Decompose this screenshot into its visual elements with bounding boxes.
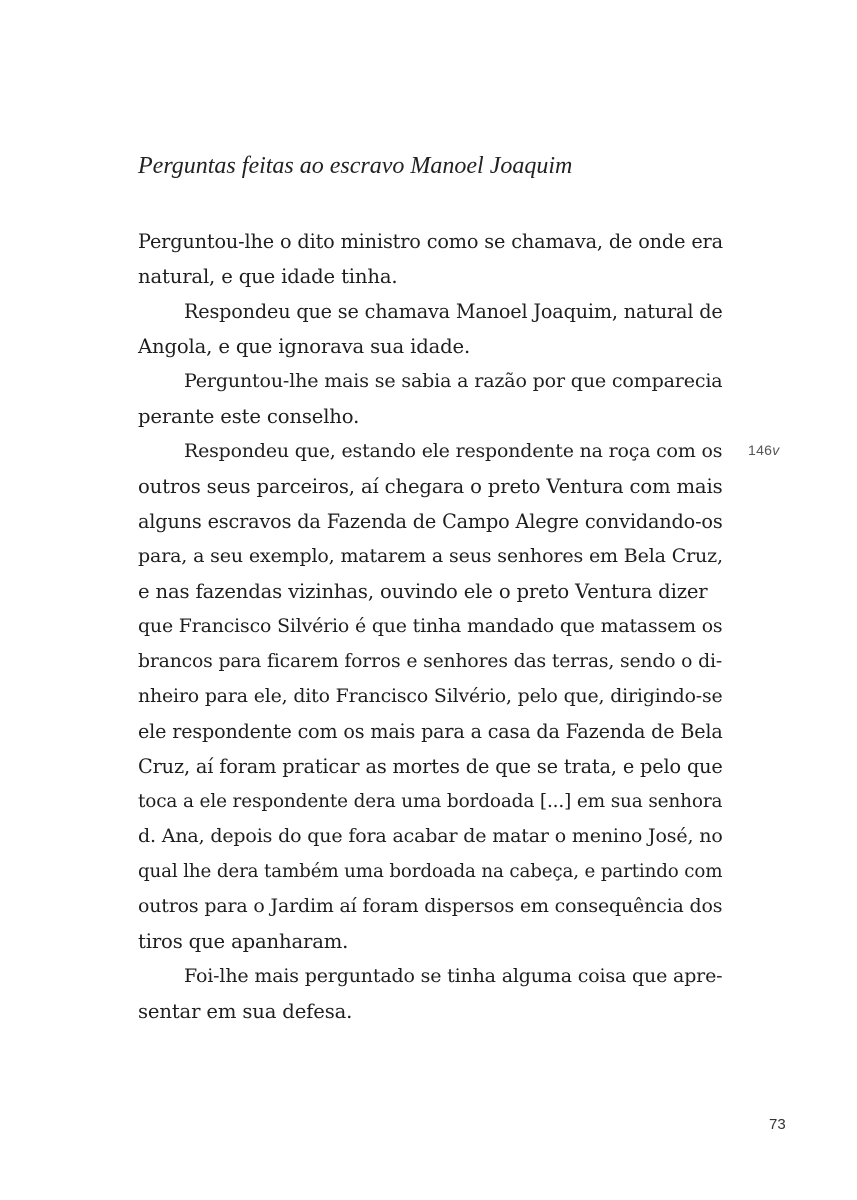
text-line: para, a seu exemplo, matarem a seus senhores em Bela Cruz, bbox=[138, 545, 723, 567]
text-line: brancos para ficarem forros e senhores das terras, sendo o di- bbox=[138, 651, 723, 672]
text-line: d. Ana, depois do que fora acabar de matar o menino José, no bbox=[138, 825, 723, 847]
text-line: e nas fazendas vizinhas, ouvindo ele o preto Ventura dizer bbox=[138, 580, 708, 603]
text-line: Cruz, aí foram praticar as mortes de que se trata, e pelo que bbox=[138, 755, 723, 778]
page-number: 73 bbox=[769, 1116, 786, 1133]
margin-folio-suffix: v bbox=[772, 442, 780, 458]
text-line: Foi-lhe mais perguntado se tinha alguma coisa que apre- bbox=[184, 965, 723, 987]
text-line: Angola, e que ignorava sua idade. bbox=[138, 335, 471, 358]
text-line: alguns escravos da Fazenda de Campo Alegre convidando-os bbox=[138, 510, 723, 533]
margin-folio-number: 146 bbox=[748, 442, 773, 458]
text-line: perante este conselho. bbox=[138, 405, 360, 428]
text-line: outros para o Jardim aí foram dispersos em consequência dos bbox=[138, 895, 723, 917]
margin-folio-reference bbox=[748, 442, 780, 458]
text-line: sentar em sua defesa. bbox=[138, 1000, 353, 1023]
text-line: tiros que apanharam. bbox=[138, 930, 349, 953]
text-line: Perguntou-lhe o dito ministro como se chamava, de onde era bbox=[138, 230, 723, 253]
text-line: outros seus parceiros, aí chegara o preto Ventura com mais bbox=[138, 475, 723, 498]
text-line: toca a ele respondente dera uma bordoada [...] em sua senhora bbox=[138, 791, 723, 812]
section-heading: Perguntas feitas ao escravo Manoel Joaquim bbox=[138, 153, 573, 179]
text-line: Perguntou-lhe mais se sabia a razão por que comparecia bbox=[184, 370, 723, 392]
text-line: ele respondente com os mais para a casa da Fazenda de Bela bbox=[138, 720, 723, 743]
text-line: Respondeu que se chamava Manoel Joaquim, natural de bbox=[184, 300, 723, 323]
text-line: nheiro para ele, dito Francisco Silvério, pelo que, dirigindo-se bbox=[138, 685, 723, 707]
text-line: Respondeu que, estando ele respondente na roça com os bbox=[184, 440, 723, 462]
text-line: qual lhe dera também uma bordoada na cabeça, e partindo com bbox=[138, 861, 723, 882]
text-line: que Francisco Silvério é que tinha mandado que matassem os bbox=[138, 615, 723, 637]
body-text bbox=[138, 224, 723, 1029]
text-line: natural, e que idade tinha. bbox=[138, 265, 398, 288]
